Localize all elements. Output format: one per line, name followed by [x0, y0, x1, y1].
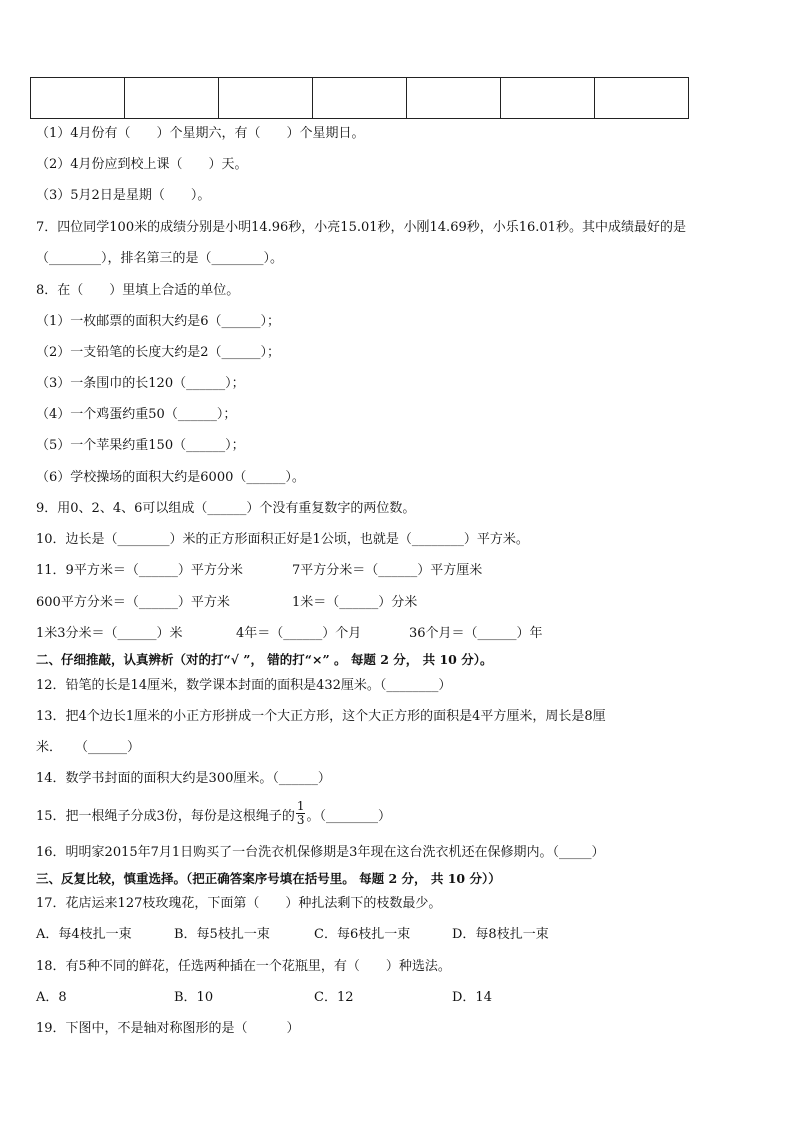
q11-item: 36个月＝（______）年 [409, 626, 543, 641]
q8-item-4: （4）一个鸡蛋约重50（______）； [36, 407, 237, 422]
option-a: A．每4枝扎一束 [36, 927, 132, 942]
q11-item: 1米＝（______）分米 [292, 595, 418, 610]
calendar-table [30, 77, 689, 119]
q11-item: 11．9平方米＝（______）平方分米 [36, 563, 243, 578]
table-cell [31, 78, 125, 119]
fraction [296, 800, 306, 827]
q8-item-1: （1）一枚邮票的面积大约是6（______）； [36, 314, 281, 329]
q17-options [36, 926, 549, 944]
q6-part3: （3）5月2日是星期（ ）。 [36, 188, 211, 203]
option-b: B．每5枝扎一束 [174, 927, 270, 942]
option-d: D．14 [452, 990, 492, 1005]
q11-row2 [36, 594, 417, 612]
q7-line2: （________），排名第三的是（________）。 [36, 251, 284, 266]
q8-item-3: （3）一条围巾的长120（______）； [36, 376, 245, 391]
q18-options [36, 989, 492, 1007]
option-b: B．10 [174, 990, 214, 1005]
q6-part1: （1）4月份有（ ）个星期六，有（ ）个星期日。 [36, 126, 365, 141]
q8-item-6: （6）学校操场的面积大约是6000（______）。 [36, 470, 305, 485]
option-d: D．每8枝扎一束 [452, 927, 549, 942]
fraction-numerator: 1 [296, 799, 305, 813]
q8-item-2: （2）一支铅笔的长度大约是2（______）； [36, 345, 281, 360]
q13-line1: 13．把4个边长1厘米的小正方形拼成一个大正方形，这个大正方形的面积是4平方厘米，周长是8厘 [36, 709, 606, 724]
table-cell [501, 78, 595, 119]
q15 [36, 799, 391, 827]
q7-line1: 7．四位同学100米的成绩分别是小明14.96秒，小亮15.01秒，小刚14.69秒，小乐16.01秒。其中成绩最好的是 [36, 220, 686, 235]
q16: 16．明明家2015年7月1日购买了一台洗衣机保修期是3年现在这台洗衣机还在保修期内。（_____） [36, 845, 605, 860]
q13-line2: 米． （______） [36, 740, 141, 755]
q18: 18．有5种不同的鲜花，任选两种插在一个花瓶里，有（ ）种选法。 [36, 959, 451, 974]
q19: 19．下图中，不是轴对称图形的是（ ） [36, 1021, 300, 1036]
q15-text: 15．把一根绳子分成3份，每份是这根绳子的 [36, 809, 295, 824]
q11-row1 [36, 562, 482, 580]
q6-part2: （2）4月份应到校上课（ ）天。 [36, 157, 248, 172]
q14: 14．数学书封面的面积大约是300厘米。（______） [36, 771, 331, 786]
section-2-heading: 二、仔细推敲，认真辨析（对的打“√ ”， 错的打“×” 。 每题 2 分， 共 10 分）。 [36, 652, 493, 667]
q11-row3 [36, 625, 543, 643]
option-a: A．8 [36, 990, 67, 1005]
q17: 17．花店运来127枝玫瑰花，下面第（ ）种扎法剩下的枝数最少。 [36, 896, 442, 911]
q11-item: 600平方分米＝（______）平方米 [36, 595, 230, 610]
table-cell [125, 78, 219, 119]
q11-item: 1米3分米＝（______）米 [36, 626, 183, 641]
table-cell [407, 78, 501, 119]
table-cell [595, 78, 689, 119]
q11-item: 4年＝（______）个月 [236, 626, 362, 641]
table-cell [313, 78, 407, 119]
table-row [31, 78, 689, 119]
q10: 10．边长是（________）米的正方形面积正好是1公顷，也就是（________）平方米。 [36, 532, 529, 547]
q15-blank: 。（________） [306, 809, 391, 824]
fraction-denominator: 3 [296, 813, 305, 827]
q11-item: 7平方分米＝（______）平方厘米 [292, 563, 483, 578]
q8-title: 8．在（ ）里填上合适的单位。 [36, 283, 240, 298]
section-3-heading: 三、反复比较，慎重选择。（把正确答案序号填在括号里。 每题 2 分， 共 10 分）） [36, 871, 501, 886]
option-c: C．12 [314, 990, 354, 1005]
q8-item-5: （5）一个苹果约重150（______）； [36, 438, 245, 453]
option-c: C．每6枝扎一束 [314, 927, 411, 942]
q12: 12．铅笔的长是14厘米，数学课本封面的面积是432厘米。（________） [36, 678, 452, 693]
q9: 9．用0、2、4、6可以组成（______）个没有重复数字的两位数。 [36, 501, 416, 516]
table-cell [219, 78, 313, 119]
